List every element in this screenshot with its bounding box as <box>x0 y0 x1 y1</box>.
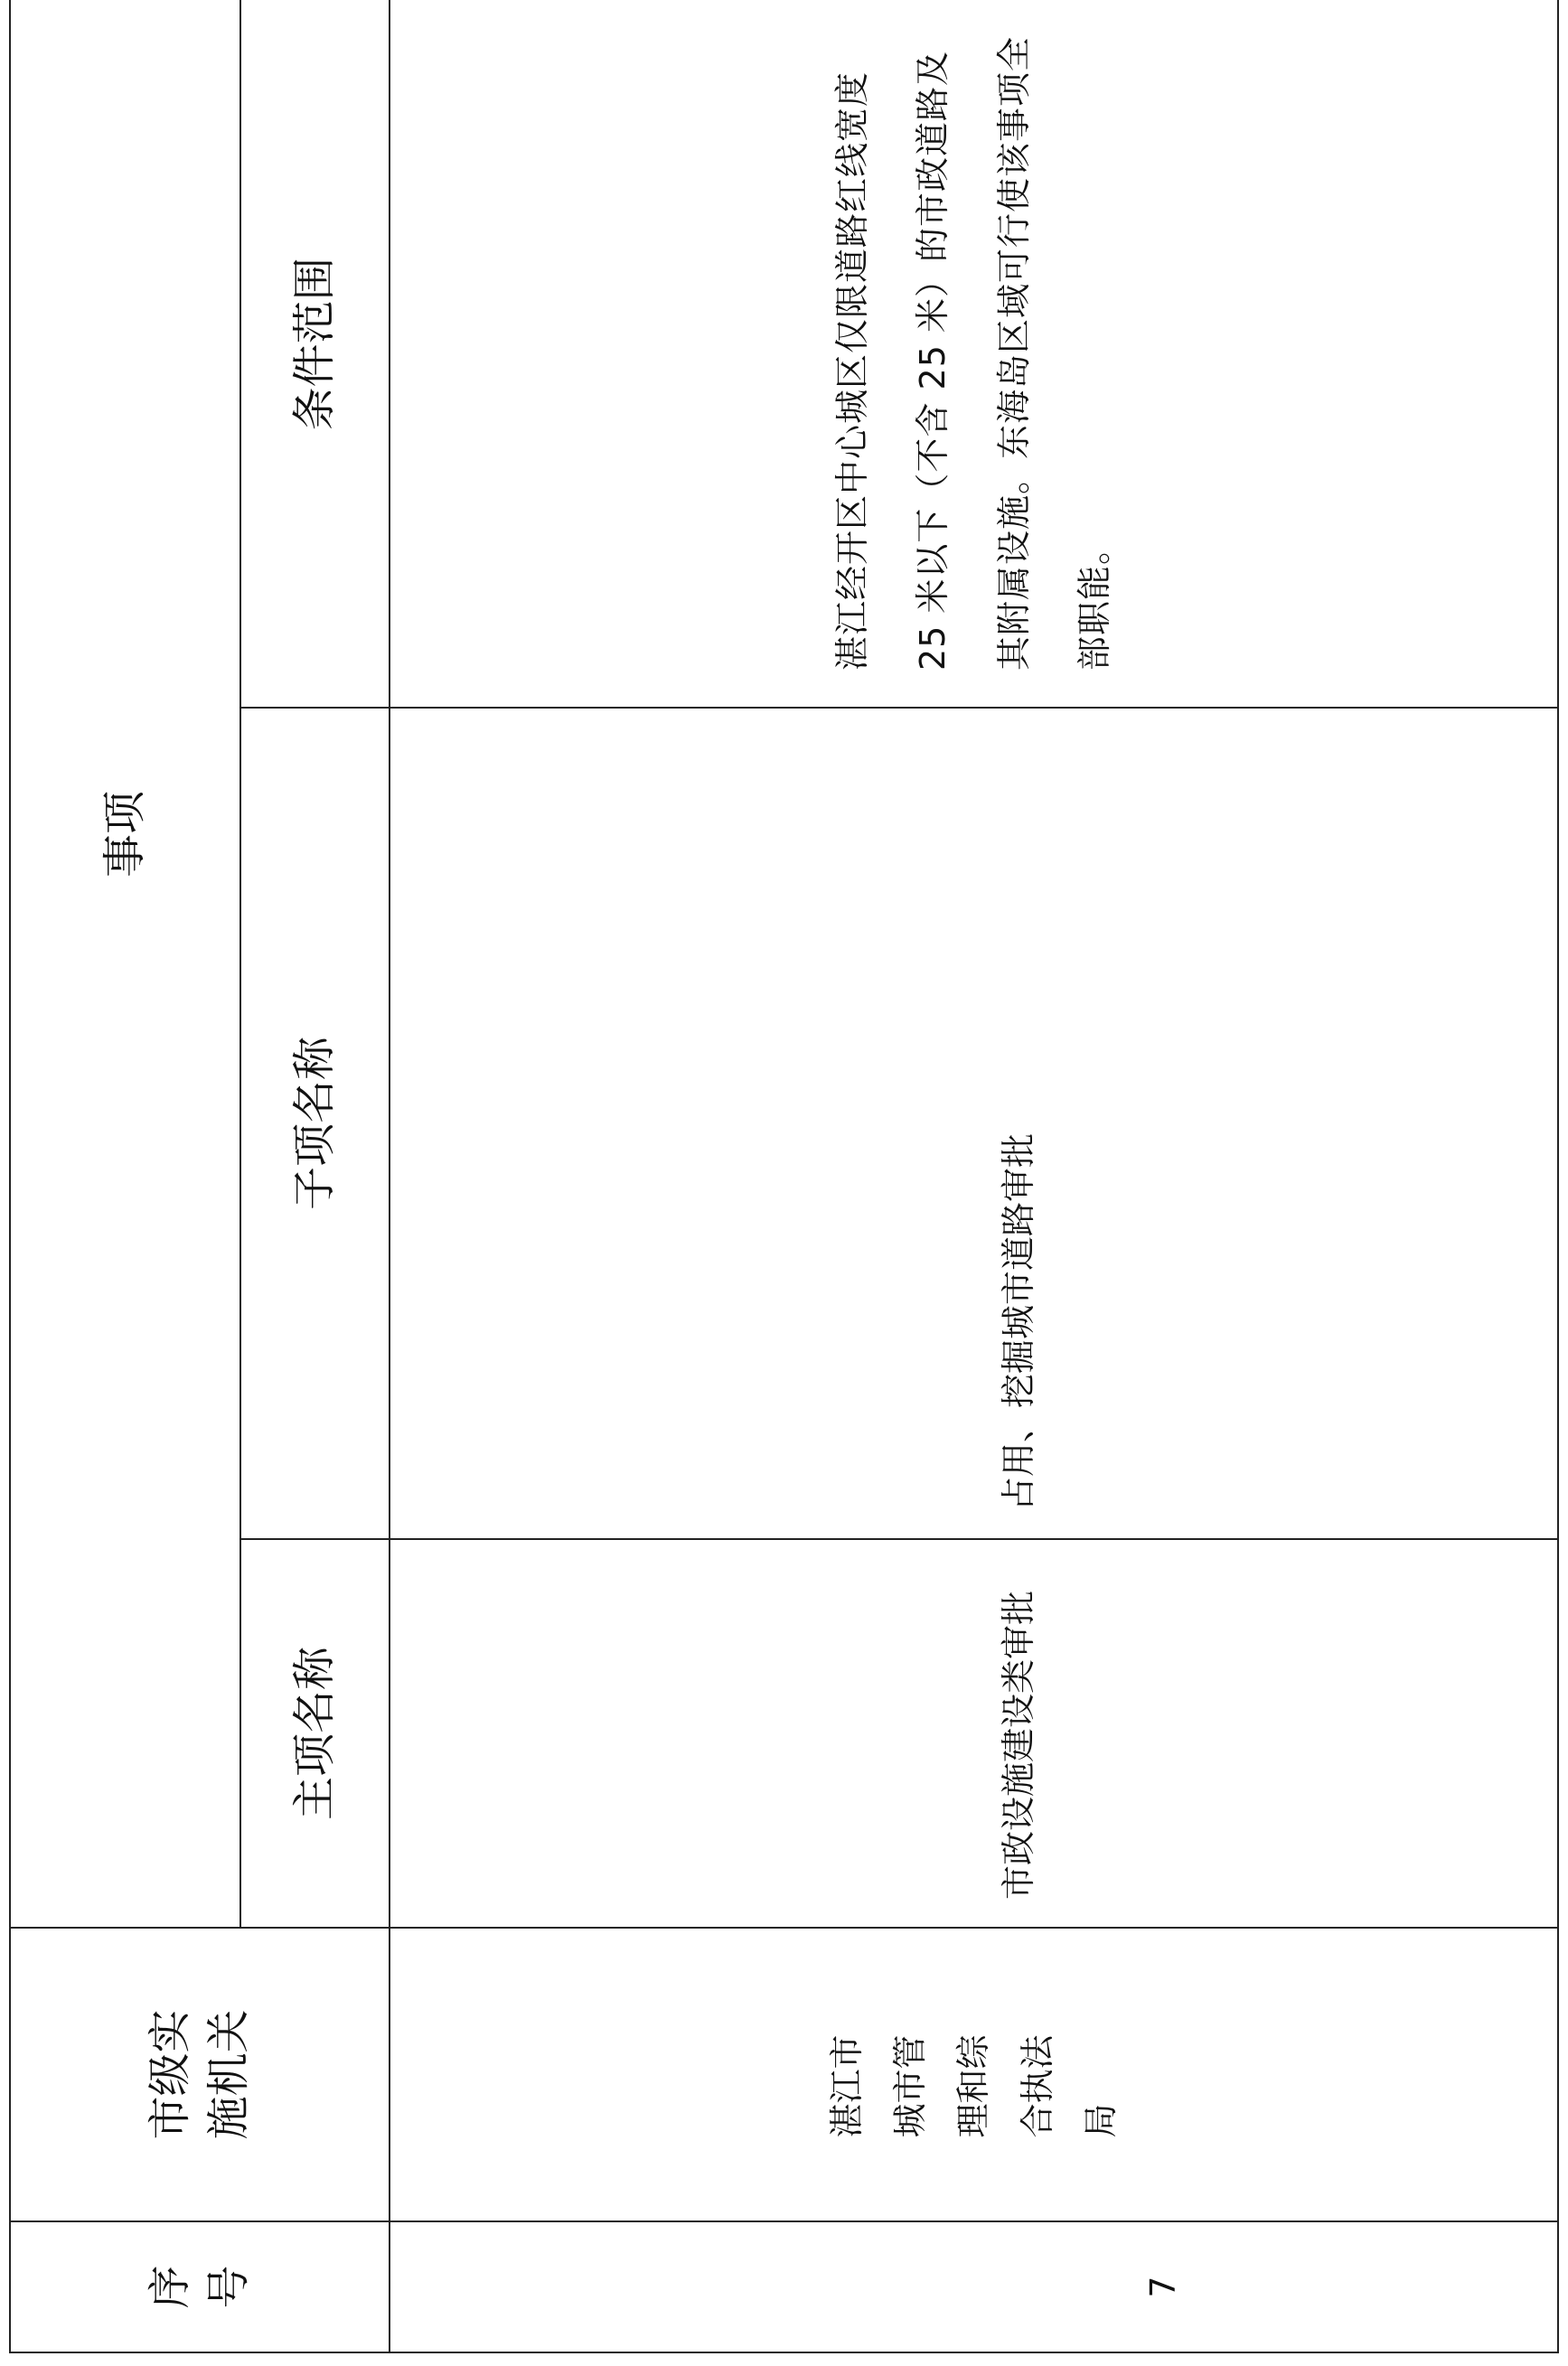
header-sub-item: 子项名称 <box>240 708 390 1539</box>
main-item-value: 市政设施建设类审批 <box>998 1590 1038 1900</box>
seq-value: 7 <box>1142 2276 1183 2298</box>
cell-seq <box>390 2221 1558 2352</box>
header-row-1 <box>10 0 240 2352</box>
header-seq: 序 号 <box>10 2221 390 2352</box>
header-matter: 事项 <box>10 0 240 1928</box>
scope-value: 湛江经开区中心城区仅限道路红线宽度 25 米以下（不含 25 米）的市政道路及其附属设施。东海岛区域可行使该事项全部职能。 <box>831 35 1114 671</box>
cell-sub-item <box>390 708 1558 1539</box>
agency-value: 湛江市 城市管 理和综 合执法 局 <box>826 2034 1121 2138</box>
cell-agency <box>390 1928 1558 2221</box>
header-agency: 市级实 施机关 <box>10 1928 390 2221</box>
cell-main-item <box>390 1539 1558 1928</box>
authorization-table <box>9 0 1559 2353</box>
cell-scope <box>390 0 1558 708</box>
sub-item-value: 占用、挖掘城市道路审批 <box>998 1132 1038 1511</box>
header-scope: 条件范围 <box>240 0 390 708</box>
header-main-item: 主项名称 <box>240 1539 390 1928</box>
table-row <box>390 0 1558 2352</box>
